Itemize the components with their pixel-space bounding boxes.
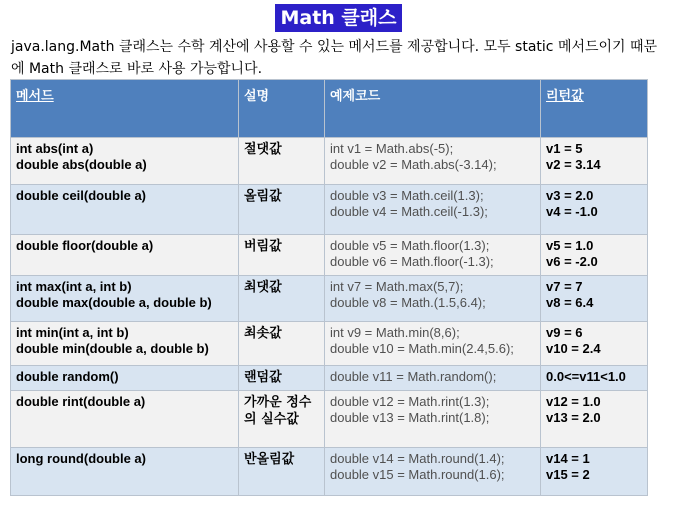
page-title: Math 클래스 [275,4,401,32]
description-cell: 반올림값 [239,448,325,496]
code-cell: double v14 = Math.round(1.4); double v15 = Math.round(1.6); [325,448,541,496]
header-row [11,80,648,138]
method-cell: double rint(double a) [11,391,239,448]
intro-paragraph: java.lang.Math 클래스는 수학 계산에 사용할 수 있는 메서드를 제공합니다. 모두 static 메서드이기 때문에 Math 클래스로 바로 사용 가능합니다. [11,39,658,77]
method-cell: int max(int a, int b) double max(double a, double b) [11,276,239,322]
header-example-code: 예제코드 [325,80,541,138]
method-cell: long round(double a) [11,448,239,496]
table-row [11,391,648,448]
return-cell: v3 = 2.0 v4 = -1.0 [541,185,648,235]
description-cell: 절댓값 [239,138,325,185]
code-cell: double v12 = Math.rint(1.3); double v13 = Math.rint(1.8); [325,391,541,448]
return-cell: 0.0<=v11<1.0 [541,366,648,391]
method-cell: double floor(double a) [11,235,239,276]
table-row [11,235,648,276]
code-cell: int v7 = Math.max(5,7); double v8 = Math.(1.5,6.4); [325,276,541,322]
return-cell: v7 = 7 v8 = 6.4 [541,276,648,322]
return-cell: v5 = 1.0 v6 = -2.0 [541,235,648,276]
header-return-value: 리턴값 [541,80,648,138]
return-cell: v12 = 1.0 v13 = 2.0 [541,391,648,448]
table-row [11,366,648,391]
return-cell: v9 = 6 v10 = 2.4 [541,322,648,366]
table-row [11,138,648,185]
method-cell: double random() [11,366,239,391]
method-cell: double ceil(double a) [11,185,239,235]
header-method: 메서드 [11,80,239,138]
math-methods-table [10,79,648,496]
table-row [11,185,648,235]
return-cell: v14 = 1 v15 = 2 [541,448,648,496]
method-cell: int min(int a, int b) double min(double a, double b) [11,322,239,366]
header-description: 설명 [239,80,325,138]
description-cell: 가까운 정수의 실수값 [239,391,325,448]
code-cell: double v3 = Math.ceil(1.3); double v4 = Math.ceil(-1.3); [325,185,541,235]
description-cell: 랜덤값 [239,366,325,391]
description-cell: 올림값 [239,185,325,235]
title-wrap [0,4,677,32]
description-cell: 최솟값 [239,322,325,366]
table-row [11,322,648,366]
description-cell: 최댓값 [239,276,325,322]
return-cell: v1 = 5 v2 = 3.14 [541,138,648,185]
method-cell: int abs(int a) double abs(double a) [11,138,239,185]
table-row [11,276,648,322]
code-cell: double v11 = Math.random(); [325,366,541,391]
code-cell: double v5 = Math.floor(1.3); double v6 = Math.floor(-1.3); [325,235,541,276]
description-cell: 버림값 [239,235,325,276]
code-cell: int v1 = Math.abs(-5); double v2 = Math.abs(-3.14); [325,138,541,185]
table-row [11,448,648,496]
code-cell: int v9 = Math.min(8,6); double v10 = Math.min(2.4,5.6); [325,322,541,366]
